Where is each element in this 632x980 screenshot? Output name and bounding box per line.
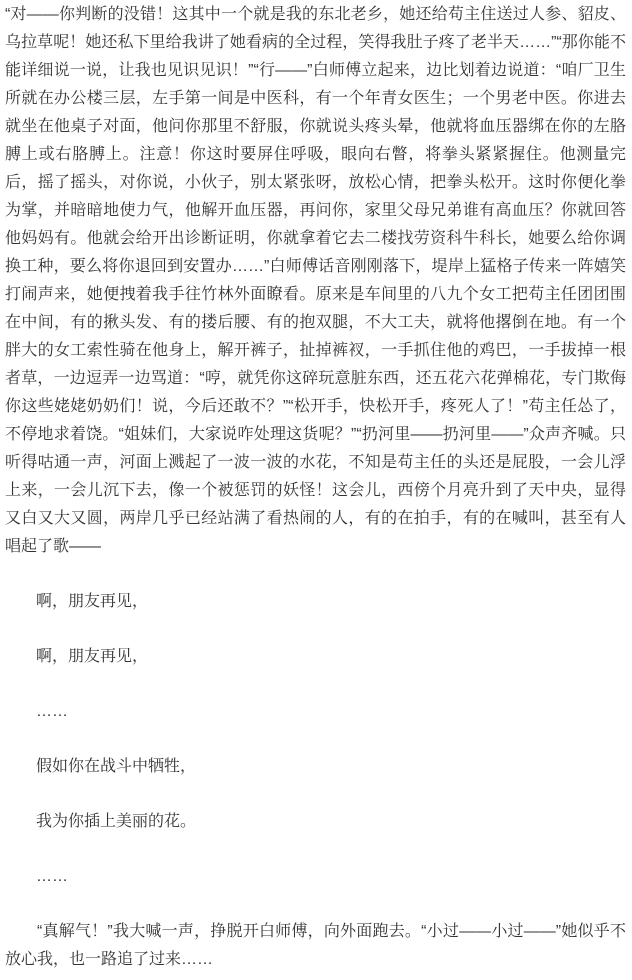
story-paragraph-main: “对——你判断的没错！这其中一个就是我的东北老乡，她还给苟主住送过人参、貂皮、乌拉草呢！她还私下里给我讲了她看病的全过程，笑得我肚子疼了老半天……”“那你能不能详细说一说，让我也见识见识！”“行——”白师傅立起来，边比划着边说道：“咱厂卫生所就在办公楼三层，左手第一间是中医科，有一个年青女医生；一个男老中医。你进去就坐在他桌子对面，他问你那里不舒服，你就说头疼头晕，他就将血压器绑在你的左胳膊上或右胳膊上。注意！你这时要屏住呼吸，眼向右瞥，将拳头紧紧握住。他测量完后，摇了摇头，对你说，小伙子，别太紧张呀，放松心情，把拳头松开。这时你便化拳为掌，并暗暗地使力气，他解开血压器，再问你，家里父母兄弟谁有高血压？你就回答他妈妈有。他就会给开出诊断证明，你就拿着它去二楼找劳资科牛科长，她要么给你调换工种，要么将你退回到安置办……”白师傅话音刚刚落下，堤岸上猛格子传来一阵嬉笑打闹声来，她便拽着我手往竹林外面瞭看。原来是车间里的八九个女工把苟主任团团围在中间，有的揪头发、有的搂后腰、有的抱双腿，不大工夫，就将他撂倒在地。有一个胖大的女工索性骑在他身上，解开裤子，扯掉裤衩，一手抓住他的鸡巴，一手拔掉一根者草，一边逗弄一边骂道：“哼，就凭你这碎玩意脏东西，还五花六花弹棉花，专门欺侮你这些姥姥奶奶们！说，今后还敢不？”“松开手，快松开手，疼死人了！”苟主任怂了，不停地求着饶。“姐妹们，大家说咋处理这货呢？”“扔河里——扔河里——”众声齐喊。只听得咕通一声，河面上溅起了一波一波的水花，不知是苟主任的头还是屁股，一会儿浮上来，一会儿沉下去，像一个被惩罚的妖怪！这会儿，西傍个月亮升到了天中央，显得又白又大又圆，两岸几乎已经站满了看热闹的人，有的在拍手，有的在喊叫，甚至有人唱起了歌—— [5,6,626,555]
song-line-2: 啊，朋友再见， [36,648,149,665]
song-line-1: 啊，朋友再见， [36,593,149,610]
story-paragraph-closing: “真解气！”我大喊一声，挣脱开白师傅，向外面跑去。“小过——小过——”她似乎不放心我，也一路追了过来…… [5,923,626,968]
song-ellipsis-2: …… [36,868,68,885]
song-line-4: 我为你插上美丽的花。 [36,813,197,830]
song-line-3: 假如你在战斗中牺牲， [36,758,197,775]
song-ellipsis-1: …… [36,703,68,720]
